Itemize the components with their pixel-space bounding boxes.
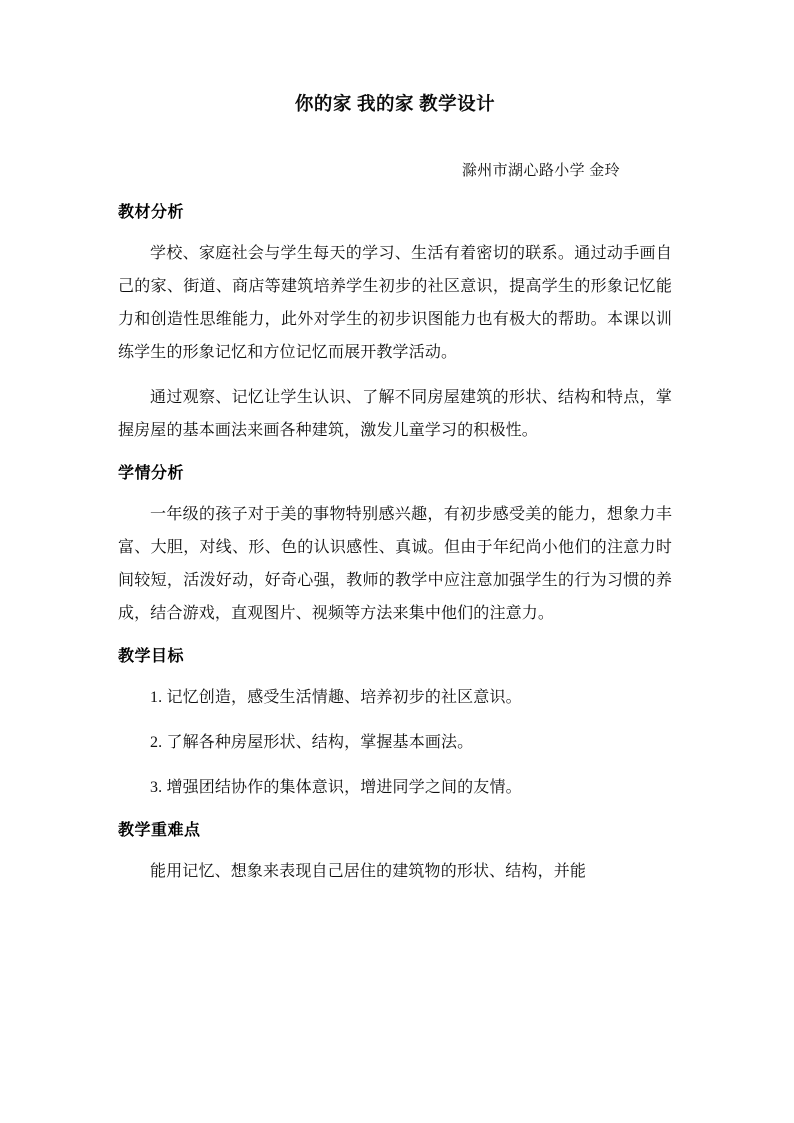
section-heading-student-analysis: 学情分析 <box>118 464 185 482</box>
spacer <box>118 369 672 381</box>
list-item: 3. 增强团结协作的集体意识，增进同学之间的友情。 <box>150 778 522 796</box>
section-heading-teaching-objectives: 教学目标 <box>118 647 185 665</box>
paragraph: 通过观察、记忆让学生认识、了解不同房屋建筑的形状、结构和特点，掌握房屋的基本画法来画各种建筑，激发儿童学习的积极性。 <box>118 388 672 439</box>
paragraph: 一年级的孩子对于美的事物特别感兴趣，有初步感受美的能力，想象力丰富、大胆，对线、形、色的认识感性、真诚。但由于年纪尚小他们的注意力时间较短，活泼好动，好奇心强，教师的教学中应注意加强学生的行为习惯的养成，结合游戏，直观图片、视频等方法来集中他们的注意力。 <box>118 505 672 622</box>
spacer <box>118 482 672 498</box>
paragraph: 学校、家庭社会与学生每天的学习、生活有着密切的联系。通过动手画自己的家、街道、商店等建筑培养学生初步的社区意识，提高学生的形象记忆能力和创造性思维能力，此外对学生的初步识图能力也有极大的帮助。本课以训练学生的形象记忆和方位记忆而展开教学活动。 <box>118 244 672 361</box>
section-heading-textbook-analysis: 教材分析 <box>118 203 185 221</box>
document-author-line: 滁州市湖心路小学 金玲 <box>461 162 620 179</box>
spacer <box>118 221 672 237</box>
list-item: 2. 了解各种房屋形状、结构，掌握基本画法。 <box>150 733 474 751</box>
spacer <box>118 447 672 466</box>
document-content <box>118 0 672 888</box>
paragraph: 能用记忆、想象来表现自己居住的建筑物的形状、结构，并能 <box>150 862 587 880</box>
spacer <box>118 839 672 855</box>
spacer <box>118 714 672 726</box>
spacer <box>118 759 672 771</box>
document-title: 你的家 我的家 教学设计 <box>294 95 496 115</box>
list-item: 1. 记忆创造，感受生活情趣、培养初步的社区意识。 <box>150 688 522 706</box>
spacer <box>118 179 672 205</box>
section-textbook-analysis <box>118 205 672 447</box>
section-key-difficulties <box>118 823 672 888</box>
spacer <box>118 630 672 649</box>
section-student-analysis <box>118 466 672 630</box>
section-teaching-objectives <box>118 649 672 804</box>
section-heading-key-difficulties: 教学重难点 <box>118 821 201 839</box>
spacer <box>118 804 672 823</box>
spacer <box>118 665 672 681</box>
